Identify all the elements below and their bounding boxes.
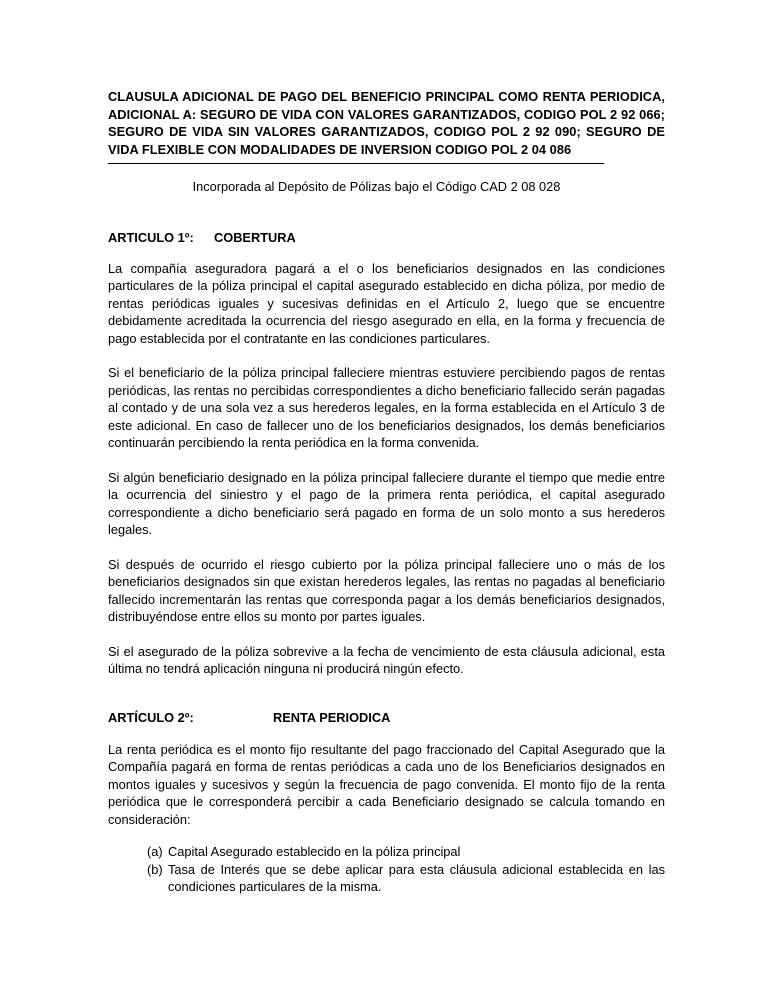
deposit-code-line: Incorporada al Depósito de Pólizas bajo el Código CAD 2 08 028 (192, 179, 561, 194)
article-1-heading (108, 229, 665, 247)
title-underline (108, 163, 604, 164)
article-2-paragraph: La renta periódica es el monto fijo resultante del pago fraccionado del Capital Asegurado que la Compañía pagará en forma de rentas periódicas a cada uno de los Beneficiarios designados en montos iguales y sucesivos y según la frecuencia de pago convenida. El monto fijo de la renta periódica que le corresponderá percibir a cada Beneficiario designado se calcula tomando en consideración: (108, 741, 665, 827)
article-1-number: ARTICULO 1º: (108, 229, 194, 245)
article-2-heading (108, 709, 665, 727)
list-item (108, 843, 665, 861)
article-2-name: RENTA PERIODICA (273, 709, 391, 725)
article-1-paragraph-5: Si el asegurado de la póliza sobrevive a la fecha de vencimiento de esta cláusula adicional, esta última no tendrá aplicación ninguna ni producirá ningún efecto. (108, 643, 665, 676)
article-1-paragraph-3: Si algún beneficiario designado en la póliza principal falleciere durante el tiempo que medie entre la ocurrencia del siniestro y el pago de la primera renta periódica, el capital asegurado correspondiente a dicho beneficiario será pagado en forma de un solo monto a sus herederos legales. (108, 469, 665, 537)
article-1-paragraph-2: Si el beneficiario de la póliza principal falleciere mientras estuviere percibiendo pagos de rentas periódicas, las rentas no percibidas correspondientes a dicho beneficiario fallecido serán pagadas al contado y de una sola vez a sus herederos legales, en la forma establecida en el Artículo 3 de este adicional. En caso de fallecer uno de los beneficiarios designados, los demás beneficiarios continuarán percibiendo la renta periódica en la forma convenida. (108, 365, 665, 450)
article-1-paragraph-4: Si después de ocurrido el riesgo cubierto por la póliza principal falleciere uno o más de los beneficiarios designados sin que existan herederos legales, las rentas no pagadas al beneficiario fallecido incrementarán las rentas que corresponda pagar a los demás beneficiarios designados, distribuyéndose entre ellos su monto por partes iguales. (108, 556, 665, 624)
article-2-number: ARTÍCULO 2º: (108, 709, 194, 725)
article-1-name: COBERTURA (214, 229, 296, 245)
list-item-label: (a) (147, 844, 163, 859)
article-1-paragraph-1: La compañía aseguradora pagará a el o los beneficiarios designados en las condiciones particulares de la póliza principal el capital asegurado establecido en dicha póliza, por medio de rentas periódicas iguales y sucesivas definidas en el Artículo 2, luego que se encuentre debidamente acreditada la ocurrencia del riesgo asegurado en ella, en la forma y frecuencia de pago establecida por el contratante en las condiciones particulares. (108, 260, 665, 346)
list-item-text: Tasa de Interés que se debe aplicar para esta cláusula adicional establecida en las condiciones particulares de la misma. (168, 861, 665, 894)
calculation-factors-list (108, 843, 665, 896)
document-page (108, 88, 665, 896)
list-item (108, 861, 665, 896)
list-item-text: Capital Asegurado establecido en la póliza principal (168, 844, 461, 859)
clause-title: CLAUSULA ADICIONAL DE PAGO DEL BENEFICIO PRINCIPAL COMO RENTA PERIODICA, ADICIONAL A: SEGURO DE VIDA CON VALORES GARANTIZADOS, CODIGO POL 2 92 066; SEGURO DE VIDA SIN VALORES GARANTIZADOS, CODIGO POL 2 92 090; SEGURO DE VIDA FLEXIBLE CON MODALIDADES DE INVERSION CODIGO POL 2 04 086 (108, 89, 665, 157)
list-item-label: (b) (147, 861, 163, 877)
